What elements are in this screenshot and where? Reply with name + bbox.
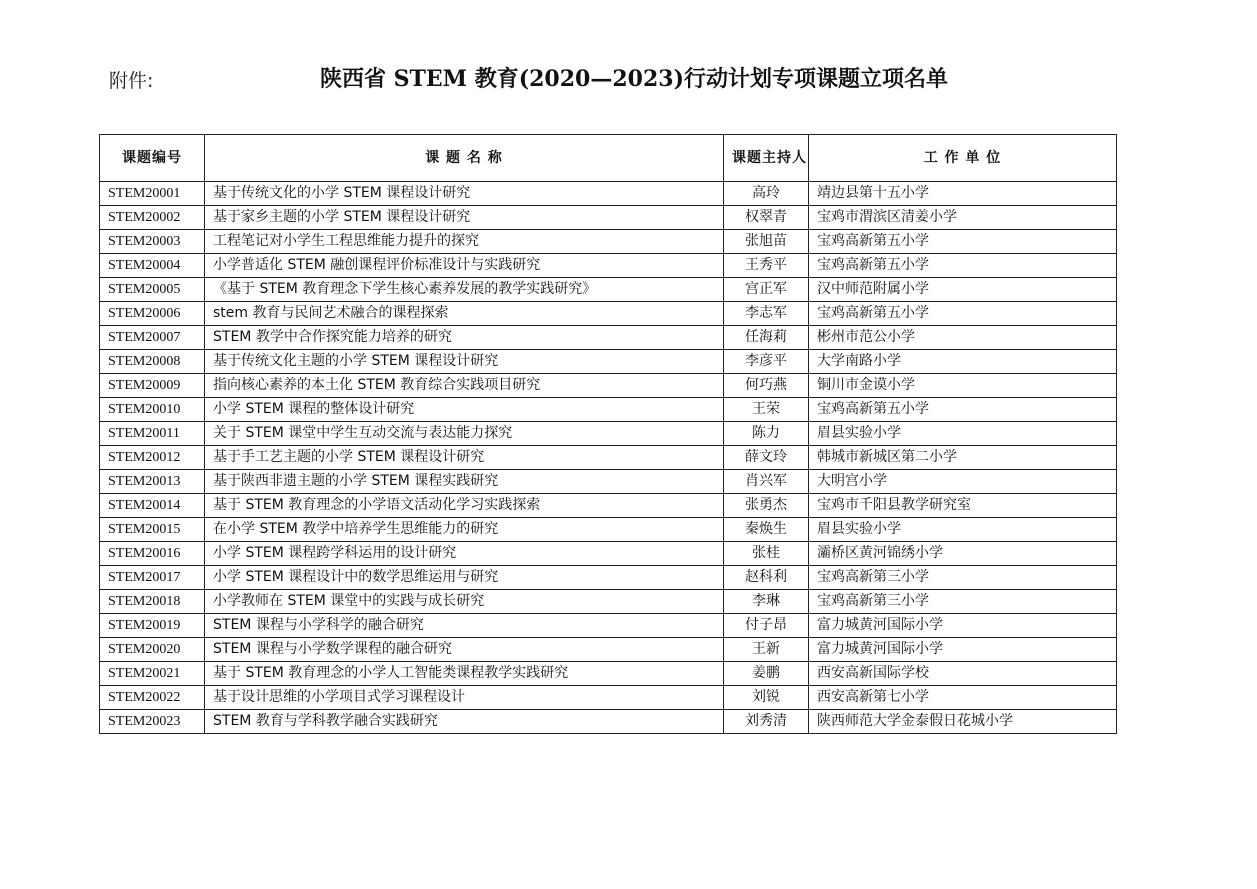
- table-row: [100, 254, 1117, 278]
- table-row: [100, 398, 1117, 422]
- project-topic-cell: stem 教育与民间艺术融合的课程探索: [205, 302, 724, 326]
- table-row: [100, 590, 1117, 614]
- project-host-cell: 薛文玲: [724, 446, 809, 470]
- project-code-cell: STEM20006: [100, 302, 205, 326]
- project-unit-cell: 眉县实验小学: [809, 422, 1117, 446]
- project-topic-cell: 在小学 STEM 教学中培养学生思维能力的研究: [205, 518, 724, 542]
- table-row: [100, 206, 1117, 230]
- project-code-cell: STEM20017: [100, 566, 205, 590]
- project-unit-cell: 靖边县第十五小学: [809, 182, 1117, 206]
- project-code-cell: STEM20016: [100, 542, 205, 566]
- project-code-cell: STEM20008: [100, 350, 205, 374]
- project-topic-cell: STEM 教学中合作探究能力培养的研究: [205, 326, 724, 350]
- project-code-cell: STEM20007: [100, 326, 205, 350]
- project-unit-cell: 宝鸡高新第三小学: [809, 590, 1117, 614]
- project-topic-cell: 关于 STEM 课堂中学生互动交流与表达能力探究: [205, 422, 724, 446]
- project-unit-cell: 宝鸡高新第五小学: [809, 302, 1117, 326]
- table-row: [100, 542, 1117, 566]
- project-unit-cell: 富力城黄河国际小学: [809, 614, 1117, 638]
- project-topic-cell: 基于设计思维的小学项目式学习课程设计: [205, 686, 724, 710]
- project-unit-cell: 陕西师范大学金泰假日花城小学: [809, 710, 1117, 734]
- column-header-topic: 课 题 名 称: [205, 135, 724, 182]
- page-title: 陕西省 STEM 教育(2020—2023)行动计划专项课题立项名单: [320, 66, 948, 92]
- project-host-cell: 刘锐: [724, 686, 809, 710]
- project-host-cell: 刘秀清: [724, 710, 809, 734]
- project-code-cell: STEM20014: [100, 494, 205, 518]
- project-code-cell: STEM20015: [100, 518, 205, 542]
- project-unit-cell: 铜川市金谟小学: [809, 374, 1117, 398]
- project-code-cell: STEM20022: [100, 686, 205, 710]
- project-host-cell: 李琳: [724, 590, 809, 614]
- project-roster-table: [99, 134, 1117, 734]
- table-row: [100, 374, 1117, 398]
- table-row: [100, 422, 1117, 446]
- table-row: [100, 518, 1117, 542]
- table-row: [100, 182, 1117, 206]
- project-host-cell: 张旭苗: [724, 230, 809, 254]
- project-unit-cell: 宝鸡高新第五小学: [809, 230, 1117, 254]
- project-code-cell: STEM20003: [100, 230, 205, 254]
- project-host-cell: 任海莉: [724, 326, 809, 350]
- project-host-cell: 高玲: [724, 182, 809, 206]
- project-topic-cell: 基于陕西非遗主题的小学 STEM 课程实践研究: [205, 470, 724, 494]
- project-topic-cell: 工程笔记对小学生工程思维能力提升的探究: [205, 230, 724, 254]
- project-code-cell: STEM20005: [100, 278, 205, 302]
- column-header-host: 课题主持人: [724, 135, 809, 182]
- project-host-cell: 付子昂: [724, 614, 809, 638]
- project-topic-cell: 基于 STEM 教育理念的小学语文活动化学习实践探索: [205, 494, 724, 518]
- project-unit-cell: 宝鸡市渭滨区清姜小学: [809, 206, 1117, 230]
- project-topic-cell: 基于传统文化的小学 STEM 课程设计研究: [205, 182, 724, 206]
- project-topic-cell: 小学普适化 STEM 融创课程评价标准设计与实践研究: [205, 254, 724, 278]
- project-code-cell: STEM20019: [100, 614, 205, 638]
- table-header-row: [100, 135, 1117, 182]
- project-unit-cell: 大明宫小学: [809, 470, 1117, 494]
- table-row: [100, 638, 1117, 662]
- project-topic-cell: 小学教师在 STEM 课堂中的实践与成长研究: [205, 590, 724, 614]
- project-topic-cell: 《基于 STEM 教育理念下学生核心素养发展的教学实践研究》: [205, 278, 724, 302]
- project-topic-cell: 小学 STEM 课程设计中的数学思维运用与研究: [205, 566, 724, 590]
- project-host-cell: 李彦平: [724, 350, 809, 374]
- project-topic-cell: 基于 STEM 教育理念的小学人工智能类课程教学实践研究: [205, 662, 724, 686]
- project-host-cell: 王秀平: [724, 254, 809, 278]
- column-header-code: 课题编号: [100, 135, 205, 182]
- table-row: [100, 686, 1117, 710]
- table-row: [100, 614, 1117, 638]
- table-row: [100, 230, 1117, 254]
- project-code-cell: STEM20020: [100, 638, 205, 662]
- table-row: [100, 446, 1117, 470]
- project-topic-cell: 小学 STEM 课程的整体设计研究: [205, 398, 724, 422]
- project-host-cell: 肖兴军: [724, 470, 809, 494]
- project-host-cell: 陈力: [724, 422, 809, 446]
- project-code-cell: STEM20012: [100, 446, 205, 470]
- table-row: [100, 494, 1117, 518]
- table-row: [100, 278, 1117, 302]
- project-unit-cell: 眉县实验小学: [809, 518, 1117, 542]
- project-topic-cell: 基于家乡主题的小学 STEM 课程设计研究: [205, 206, 724, 230]
- project-host-cell: 赵科利: [724, 566, 809, 590]
- project-code-cell: STEM20013: [100, 470, 205, 494]
- project-topic-cell: STEM 课程与小学科学的融合研究: [205, 614, 724, 638]
- table-row: [100, 662, 1117, 686]
- project-topic-cell: 小学 STEM 课程跨学科运用的设计研究: [205, 542, 724, 566]
- table-row: [100, 470, 1117, 494]
- project-host-cell: 张勇杰: [724, 494, 809, 518]
- project-host-cell: 秦焕生: [724, 518, 809, 542]
- project-host-cell: 宫正军: [724, 278, 809, 302]
- project-code-cell: STEM20004: [100, 254, 205, 278]
- project-unit-cell: 大学南路小学: [809, 350, 1117, 374]
- project-topic-cell: 基于传统文化主题的小学 STEM 课程设计研究: [205, 350, 724, 374]
- project-code-cell: STEM20009: [100, 374, 205, 398]
- project-code-cell: STEM20002: [100, 206, 205, 230]
- project-unit-cell: 西安高新国际学校: [809, 662, 1117, 686]
- project-code-cell: STEM20021: [100, 662, 205, 686]
- project-code-cell: STEM20018: [100, 590, 205, 614]
- project-unit-cell: 彬州市范公小学: [809, 326, 1117, 350]
- project-topic-cell: STEM 课程与小学数学课程的融合研究: [205, 638, 724, 662]
- project-host-cell: 王新: [724, 638, 809, 662]
- project-unit-cell: 宝鸡市千阳县教学研究室: [809, 494, 1117, 518]
- project-unit-cell: 西安高新第七小学: [809, 686, 1117, 710]
- table-body: [100, 182, 1117, 734]
- project-topic-cell: 基于手工艺主题的小学 STEM 课程设计研究: [205, 446, 724, 470]
- project-host-cell: 权翠青: [724, 206, 809, 230]
- project-code-cell: STEM20011: [100, 422, 205, 446]
- table-row: [100, 326, 1117, 350]
- project-topic-cell: 指向核心素养的本土化 STEM 教育综合实践项目研究: [205, 374, 724, 398]
- project-unit-cell: 汉中师范附属小学: [809, 278, 1117, 302]
- project-host-cell: 张桂: [724, 542, 809, 566]
- project-code-cell: STEM20001: [100, 182, 205, 206]
- column-header-unit: 工 作 单 位: [809, 135, 1117, 182]
- table-row: [100, 566, 1117, 590]
- project-unit-cell: 韩城市新城区第二小学: [809, 446, 1117, 470]
- project-unit-cell: 宝鸡高新第三小学: [809, 566, 1117, 590]
- attachment-label: 附件:: [109, 70, 154, 92]
- project-host-cell: 何巧燕: [724, 374, 809, 398]
- project-code-cell: STEM20010: [100, 398, 205, 422]
- project-host-cell: 李志军: [724, 302, 809, 326]
- project-unit-cell: 宝鸡高新第五小学: [809, 398, 1117, 422]
- project-code-cell: STEM20023: [100, 710, 205, 734]
- project-host-cell: 姜鹏: [724, 662, 809, 686]
- project-unit-cell: 宝鸡高新第五小学: [809, 254, 1117, 278]
- project-topic-cell: STEM 教育与学科教学融合实践研究: [205, 710, 724, 734]
- project-host-cell: 王荣: [724, 398, 809, 422]
- project-unit-cell: 灞桥区黄河锦绣小学: [809, 542, 1117, 566]
- table-row: [100, 302, 1117, 326]
- table-row: [100, 350, 1117, 374]
- table-row: [100, 710, 1117, 734]
- project-unit-cell: 富力城黄河国际小学: [809, 638, 1117, 662]
